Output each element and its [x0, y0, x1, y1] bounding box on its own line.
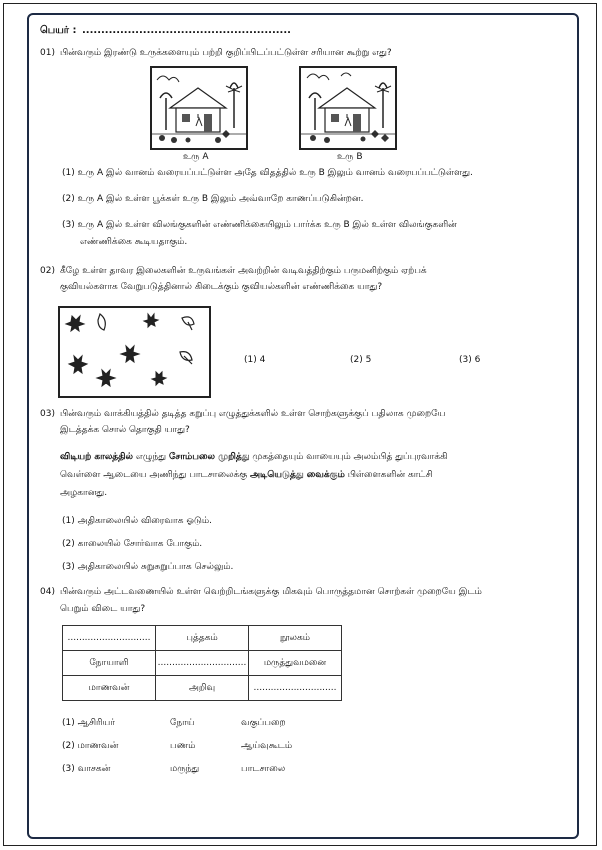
- q2-option-1: (1) 4: [244, 355, 266, 365]
- figure-b-image: [299, 66, 397, 150]
- table-cell: .............................: [249, 676, 342, 701]
- q3-number: 03): [40, 409, 55, 419]
- q3-sentence-line1: [60, 451, 448, 463]
- bold-phrase-2: சோம்பலை முறித்து: [168, 452, 250, 462]
- q1-question: பின்வரும் இரண்டு உருக்களையும் பற்றி குறிப்பிடப்பட்டுள்ள சரியான கூற்று எது?: [60, 48, 392, 58]
- q2-option-3: (3) 6: [459, 355, 481, 365]
- table-cell: அறிவு: [156, 676, 249, 701]
- q3-option-3: (3) அதிகாலையில் சுறுசுறுப்பாக செல்லும்.: [62, 562, 234, 572]
- q4-option-1-c: வகுப்பறை: [241, 718, 286, 728]
- q3-option-1: (1) அதிகாலையில் விரைவாக ஓடும்.: [62, 516, 213, 526]
- q1-number: 01): [40, 48, 55, 58]
- sentence-text-3: வெள்ளை ஆடையை அணிந்து பாடசாலைக்கு: [60, 470, 251, 480]
- q1-option-3: (3) உரு A இல் உள்ள விலங்குகளின் எண்ணிக்கையிலும் பார்க்க உரு B இல் உள்ள விலங்குகளின்: [62, 220, 457, 230]
- bold-phrase-1: விடியற் காலத்தில்: [60, 452, 134, 462]
- q4-option-1-a: (1) ஆசிரியர்: [62, 718, 115, 728]
- table-cell: நோயாளி: [63, 651, 156, 676]
- q4-option-2-b: பணம்: [170, 741, 196, 751]
- table-cell: மாணவன்: [63, 676, 156, 701]
- figure-a-caption: உரு A: [183, 152, 209, 162]
- sentence-text-4: பிள்ளைகளின் காட்சி: [344, 470, 433, 480]
- q3-sentence-line3: அழகானது.: [60, 488, 108, 498]
- q3-question-line2: இடத்தக்க சொல் தொகுதி யாது?: [60, 425, 190, 435]
- table-cell: .............................: [63, 626, 156, 651]
- table-cell: நூலகம்: [249, 626, 342, 651]
- table-cell: மருத்துவமனை: [249, 651, 342, 676]
- q2-question-line1: கீழே உள்ள தாவர இலைகளின் உருவங்கள் அவற்றின் வடிவத்திற்கும் பருமனிற்கும் ஏற்பக்: [60, 266, 427, 276]
- sentence-text-1: எழுந்து: [133, 452, 169, 462]
- bold-phrase-3: அடியெடுத்து வைக்கும்: [250, 470, 345, 480]
- leaves-image: [58, 306, 211, 398]
- q3-option-2: (2) காலையில் சோர்வாக போகும்.: [62, 539, 203, 549]
- q1-option-2: (2) உரு A இல் உள்ள பூக்கள் உரு B இலும் அவ்வாறே காணப்படுகின்றன.: [62, 194, 364, 204]
- q3-question-line1: பின்வரும் வாக்கியத்தில் தடித்த கறுப்பு எழுத்துக்களில் உள்ள சொற்களுக்குப் பதிலாக முறையே: [60, 409, 446, 419]
- q4-option-2-c: ஆய்வுகூடம்: [241, 741, 293, 751]
- q4-option-3-b: மருந்து: [170, 764, 200, 774]
- name-label: பெயர் :: [40, 25, 77, 36]
- figure-a-image: [150, 66, 248, 150]
- sentence-text-2: முகத்தையும் வாயையும் அலம்பித் துப்புரவாக்கி: [249, 452, 448, 462]
- table-cell: புத்தகம்: [156, 626, 249, 651]
- q1-option-1: (1) உரு A இல் வானம் வரையப்பட்டுள்ள அதே விதத்தில் உரு B இலும் வானம் வரையப்பட்டுள்ளது.: [62, 168, 473, 178]
- figure-b-caption: உரு B: [337, 152, 363, 162]
- q2-question-line2: குவியல்களாக வேறுபடுத்தினால் கிடைக்கும் குவியல்களின் எண்ணிக்கை யாது?: [60, 282, 383, 292]
- q4-option-3-a: (3) வாசகன்: [62, 764, 111, 774]
- word-table: [62, 625, 342, 701]
- q4-option-3-c: பாடசாலை: [241, 764, 286, 774]
- q4-question-line2: பெறும் விடை யாது?: [60, 604, 146, 614]
- table-row: [63, 676, 342, 701]
- q3-sentence-line2: [60, 469, 433, 481]
- q4-option-1-b: நோய்: [170, 718, 195, 728]
- name-blank: .......................................................: [82, 25, 291, 36]
- q2-option-2: (2) 5: [350, 355, 372, 365]
- q2-number: 02): [40, 266, 55, 276]
- table-row: [63, 651, 342, 676]
- table-row: [63, 626, 342, 651]
- q4-question-line1: பின்வரும் அட்டவணையில் உள்ள வெற்றிடங்களுக்கு மிகவும் பொருத்தமான சொற்கள் முறையே இடம்: [60, 587, 482, 597]
- q4-number: 04): [40, 587, 55, 597]
- q1-option-3-cont: எண்ணிக்கை கூடியதாகும்.: [80, 237, 188, 247]
- table-cell: ...............................: [156, 651, 249, 676]
- q4-option-2-a: (2) மாணவன்: [62, 741, 119, 751]
